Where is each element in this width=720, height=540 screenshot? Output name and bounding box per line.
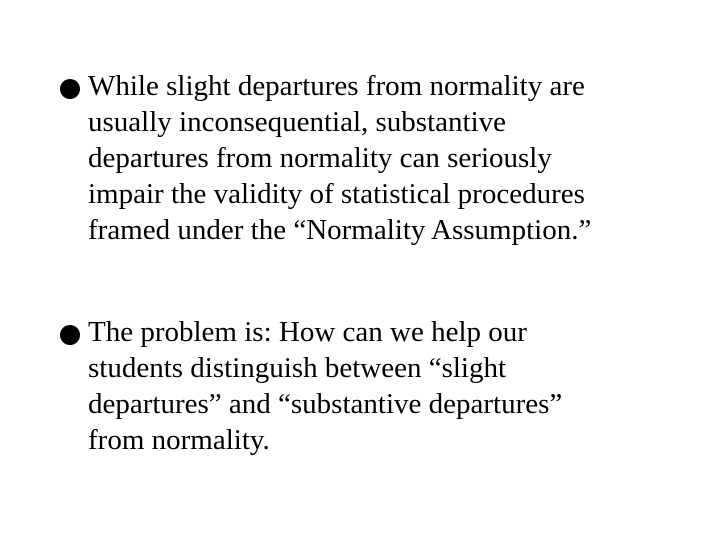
bullet-line: While slight departures from normality are bbox=[88, 70, 585, 102]
bullet-line: departures” and “substantive departures” bbox=[88, 388, 563, 420]
bullet-text bbox=[88, 68, 678, 248]
bullet-text bbox=[88, 314, 678, 458]
bullet-dot-icon bbox=[60, 325, 80, 345]
bullet-line: usually inconsequential, substantive bbox=[88, 106, 507, 138]
bullet-line: from normality. bbox=[88, 424, 270, 456]
bullet-line: The problem is: How can we help our bbox=[88, 316, 527, 348]
bullet-dot-icon bbox=[60, 79, 80, 99]
bullet-line: departures from normality can seriously bbox=[88, 142, 552, 174]
bullet-line: impair the validity of statistical procedures bbox=[88, 178, 585, 210]
bullet-line: framed under the “Normality Assumption.” bbox=[88, 214, 592, 246]
bullet-line: students distinguish between “slight bbox=[88, 352, 507, 384]
